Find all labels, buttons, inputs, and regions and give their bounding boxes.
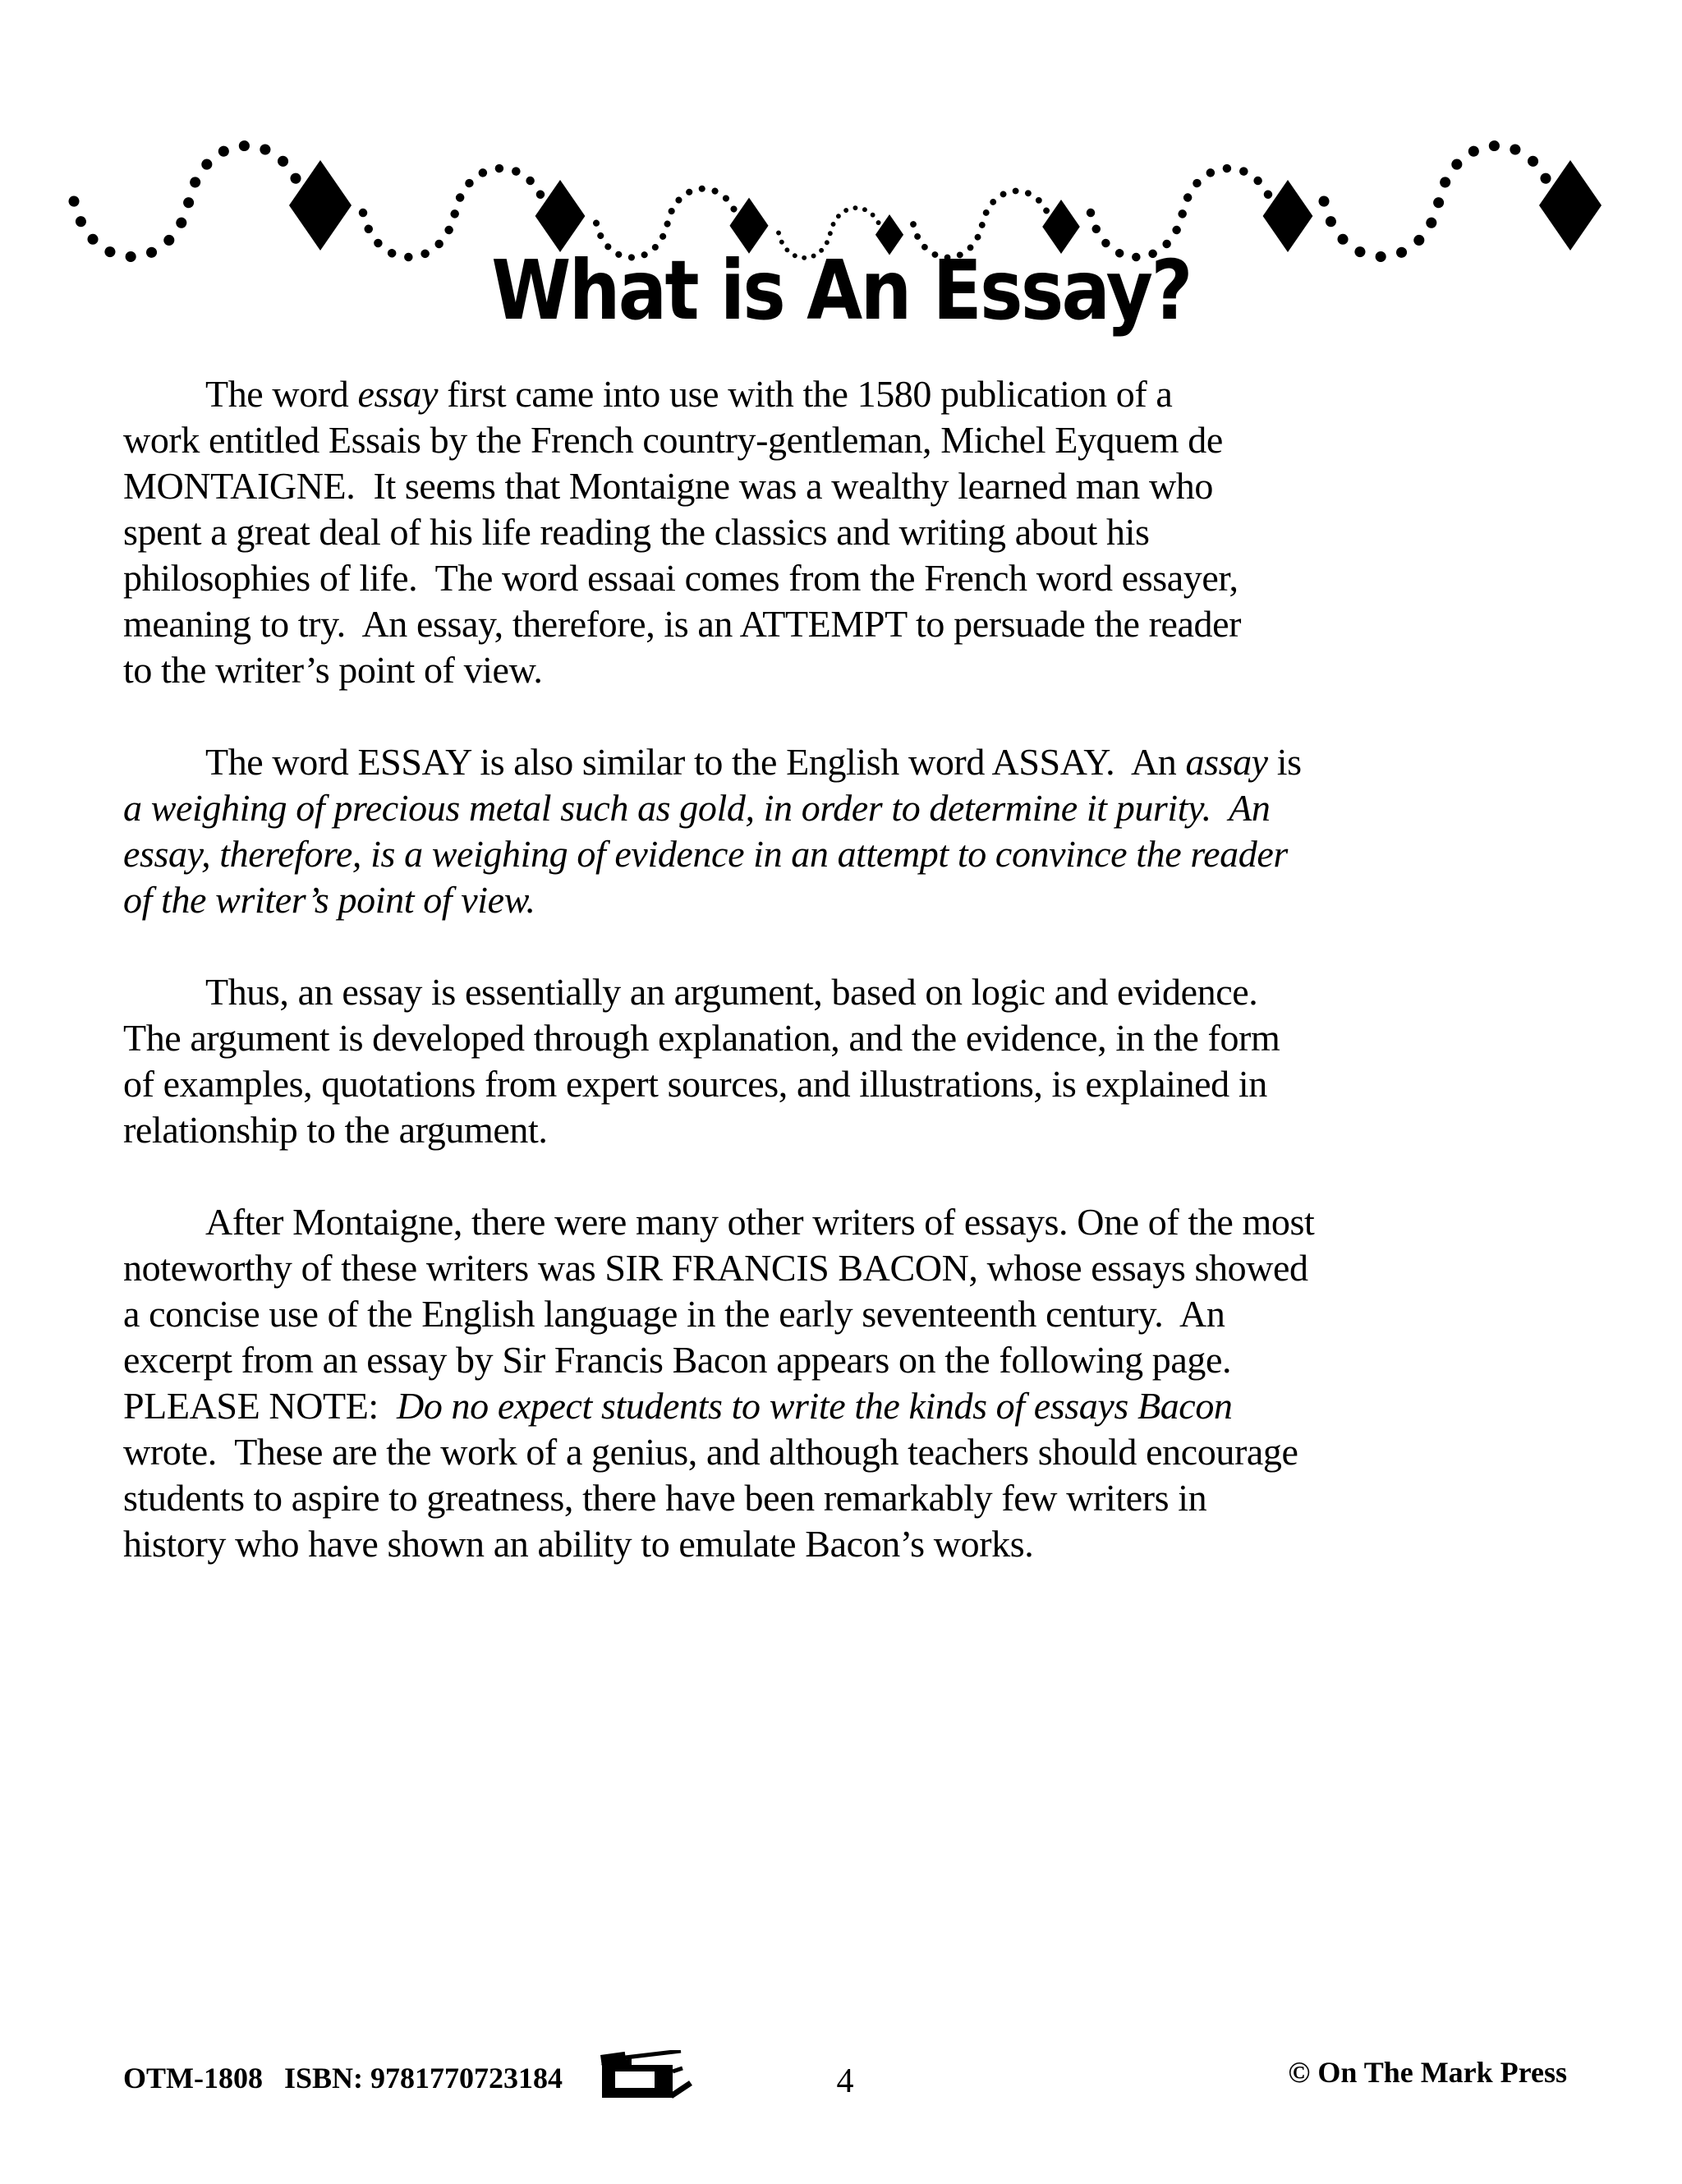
text-line: The argument is developed through explanation, and the evidence, in the form (123, 1017, 1280, 1059)
text-line: history who have shown an ability to emulate Bacon’s works. (123, 1523, 1034, 1565)
copyright: © On The Mark Press (1288, 2056, 1567, 2089)
text-line: work entitled Essais by the French country-gentleman, Michel Eyquem de (123, 419, 1223, 461)
text-line: wrote. These are the work of a genius, and although teachers should encourage (123, 1431, 1298, 1473)
text-line: PLEASE NOTE: Do no expect students to write the kinds of essays Bacon (123, 1385, 1233, 1427)
text-line: essay, therefore, is a weighing of evidence in an attempt to convince the reader (123, 833, 1288, 875)
text-line: a weighing of precious metal such as gold, in order to determine it purity. An (123, 787, 1271, 829)
text-line: The word ESSAY is also similar to the English word ASSAY. An assay is (205, 741, 1302, 783)
text-line: to the writer’s point of view. (123, 649, 543, 691)
footer (123, 2055, 1567, 2101)
page-title: What is An Essay? (491, 242, 1191, 338)
paragraph (123, 739, 1602, 923)
text-line: meaning to try. An essay, therefore, is an ATTEMPT to persuade the reader (123, 603, 1242, 645)
paragraph (123, 371, 1602, 693)
essay-body (123, 371, 1602, 1613)
text-line: philosophies of life. The word essaai comes from the French word essayer, (123, 557, 1239, 599)
text-line: of the writer’s point of view. (123, 879, 535, 921)
text-line: students to aspire to greatness, there have been remarkably few writers in (123, 1477, 1207, 1519)
paragraph (123, 969, 1602, 1153)
text-line: excerpt from an essay by Sir Francis Bacon appears on the following page. (123, 1339, 1232, 1381)
text-line: After Montaigne, there were many other writers of essays. One of the most (205, 1201, 1315, 1243)
text-line: spent a great deal of his life reading the classics and writing about his (123, 511, 1150, 553)
footer-left (123, 2055, 694, 2101)
text-line: MONTAIGNE. It seems that Montaigne was a wealthy learned man who (123, 465, 1213, 507)
product-code: OTM-1808 (123, 2062, 263, 2094)
text-line: noteworthy of these writers was SIR FRANCIS BACON, whose essays showed (123, 1247, 1308, 1289)
text-line: relationship to the argument. (123, 1109, 548, 1151)
text-line: The word essay first came into use with the 1580 publication of a (205, 373, 1173, 415)
isbn: ISBN: 9781770723184 (283, 2062, 563, 2094)
paragraph (123, 1199, 1602, 1567)
text-line: a concise use of the English language in the early seventeenth century. An (123, 1293, 1225, 1335)
page-number: 4 (836, 2062, 854, 2100)
text-line: Thus, an essay is essentially an argument, based on logic and evidence. (205, 971, 1258, 1013)
text-line: of examples, quotations from expert sources, and illustrations, is explained in (123, 1063, 1267, 1105)
photocopier-icon (595, 2050, 694, 2101)
